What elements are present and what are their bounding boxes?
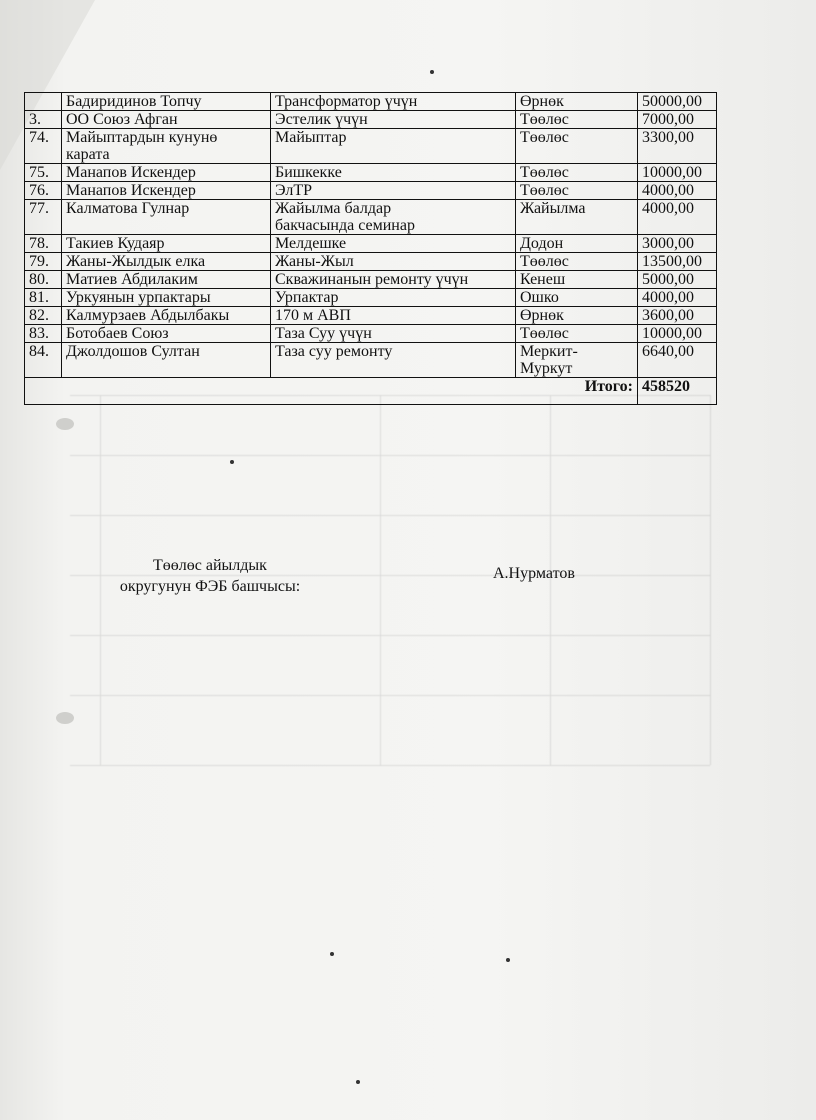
cell-purpose: Таза суу ремонту bbox=[271, 343, 516, 378]
cell-purpose: Урпактар bbox=[271, 289, 516, 307]
cell-amount: 5000,00 bbox=[638, 271, 717, 289]
cell-amount: 7000,00 bbox=[638, 111, 717, 129]
cell-village: Өрнөк bbox=[516, 93, 638, 111]
cell-purpose: Майыптар bbox=[271, 129, 516, 164]
table-row bbox=[25, 93, 717, 111]
cell-village: Кенеш bbox=[516, 271, 638, 289]
cell-name: Уркуянын урпактары bbox=[62, 289, 271, 307]
punch-hole-top bbox=[56, 418, 74, 430]
cell-num: 83. bbox=[25, 325, 62, 343]
cell-name: Калмурзаев Абдылбакы bbox=[62, 307, 271, 325]
cell-amount: 50000,00 bbox=[638, 93, 717, 111]
cell-village: Ошко bbox=[516, 289, 638, 307]
cell-num: 84. bbox=[25, 343, 62, 378]
cell-purpose: Жайылма балдар бакчасында семинар bbox=[271, 200, 516, 235]
cell-amount: 3300,00 bbox=[638, 129, 717, 164]
cell-village: Төөлөс bbox=[516, 164, 638, 182]
cell-village: Меркит- Муркут bbox=[516, 343, 638, 378]
cell-name: Матиев Абдилаким bbox=[62, 271, 271, 289]
cell-village: Төөлөс bbox=[516, 253, 638, 271]
cell-num: 3. bbox=[25, 111, 62, 129]
signatory-title: Төөлөс айылдык округунун ФЭБ башчысы: bbox=[119, 557, 301, 595]
cell-num bbox=[25, 93, 62, 111]
table-row bbox=[25, 271, 717, 289]
cell-name: Джолдошов Султан bbox=[62, 343, 271, 378]
cell-num: 74. bbox=[25, 129, 62, 164]
cell-amount: 4000,00 bbox=[638, 182, 717, 200]
table-row bbox=[25, 307, 717, 325]
cell-purpose: Трансформатор үчүн bbox=[271, 93, 516, 111]
cell-name: Манапов Искендер bbox=[62, 182, 271, 200]
cell-num: 81. bbox=[25, 289, 62, 307]
total-label: Итого: bbox=[25, 378, 638, 405]
table-row bbox=[25, 235, 717, 253]
table-row bbox=[25, 253, 717, 271]
cell-name: Калматова Гулнар bbox=[62, 200, 271, 235]
cell-num: 78. bbox=[25, 235, 62, 253]
cell-name: Бадиридинов Топчу bbox=[62, 93, 271, 111]
cell-amount: 4000,00 bbox=[638, 200, 717, 235]
table-row bbox=[25, 200, 717, 235]
cell-num: 82. bbox=[25, 307, 62, 325]
signatory-name: А.Нурматов bbox=[493, 565, 575, 582]
cell-village: Төөлөс bbox=[516, 111, 638, 129]
cell-amount: 10000,00 bbox=[638, 325, 717, 343]
cell-purpose: 170 м АВП bbox=[271, 307, 516, 325]
table-row bbox=[25, 182, 717, 200]
cell-name: Ботобаев Союз bbox=[62, 325, 271, 343]
cell-amount: 4000,00 bbox=[638, 289, 717, 307]
total-value: 458520 bbox=[638, 378, 717, 405]
cell-amount: 3000,00 bbox=[638, 235, 717, 253]
cell-village: Төөлөс bbox=[516, 325, 638, 343]
expenses-table bbox=[24, 92, 717, 405]
cell-purpose: Бишкекке bbox=[271, 164, 516, 182]
table-row bbox=[25, 289, 717, 307]
cell-purpose: Жаны-Жыл bbox=[271, 253, 516, 271]
cell-name: Жаны-Жылдык елка bbox=[62, 253, 271, 271]
table-row bbox=[25, 129, 717, 164]
cell-village: Додон bbox=[516, 235, 638, 253]
table-row bbox=[25, 164, 717, 182]
cell-village: Өрнөк bbox=[516, 307, 638, 325]
speck bbox=[506, 958, 510, 962]
cell-num: 76. bbox=[25, 182, 62, 200]
cell-num: 77. bbox=[25, 200, 62, 235]
cell-purpose: Таза Суу үчүн bbox=[271, 325, 516, 343]
total-row bbox=[25, 378, 717, 405]
cell-amount: 13500,00 bbox=[638, 253, 717, 271]
cell-name: Майыптардын кунунө карата bbox=[62, 129, 271, 164]
cell-purpose: Скважинанын ремонту үчүн bbox=[271, 271, 516, 289]
cell-purpose: Эстелик үчүн bbox=[271, 111, 516, 129]
cell-purpose: ЭлТР bbox=[271, 182, 516, 200]
speck bbox=[330, 952, 334, 956]
cell-name: Такиев Кудаяр bbox=[62, 235, 271, 253]
cell-village: Төөлөс bbox=[516, 129, 638, 164]
cell-name: ОО Союз Афган bbox=[62, 111, 271, 129]
cell-village: Төөлөс bbox=[516, 182, 638, 200]
cell-purpose: Мелдешке bbox=[271, 235, 516, 253]
cell-amount: 10000,00 bbox=[638, 164, 717, 182]
table-row bbox=[25, 325, 717, 343]
speck bbox=[230, 460, 234, 464]
cell-amount: 6640,00 bbox=[638, 343, 717, 378]
cell-name: Манапов Искендер bbox=[62, 164, 271, 182]
cell-amount: 3600,00 bbox=[638, 307, 717, 325]
punch-hole-bottom bbox=[56, 712, 74, 724]
speck bbox=[430, 70, 434, 74]
table-row bbox=[25, 111, 717, 129]
cell-num: 75. bbox=[25, 164, 62, 182]
cell-village: Жайылма bbox=[516, 200, 638, 235]
speck bbox=[356, 1080, 360, 1084]
table-row bbox=[25, 343, 717, 378]
cell-num: 80. bbox=[25, 271, 62, 289]
cell-num: 79. bbox=[25, 253, 62, 271]
